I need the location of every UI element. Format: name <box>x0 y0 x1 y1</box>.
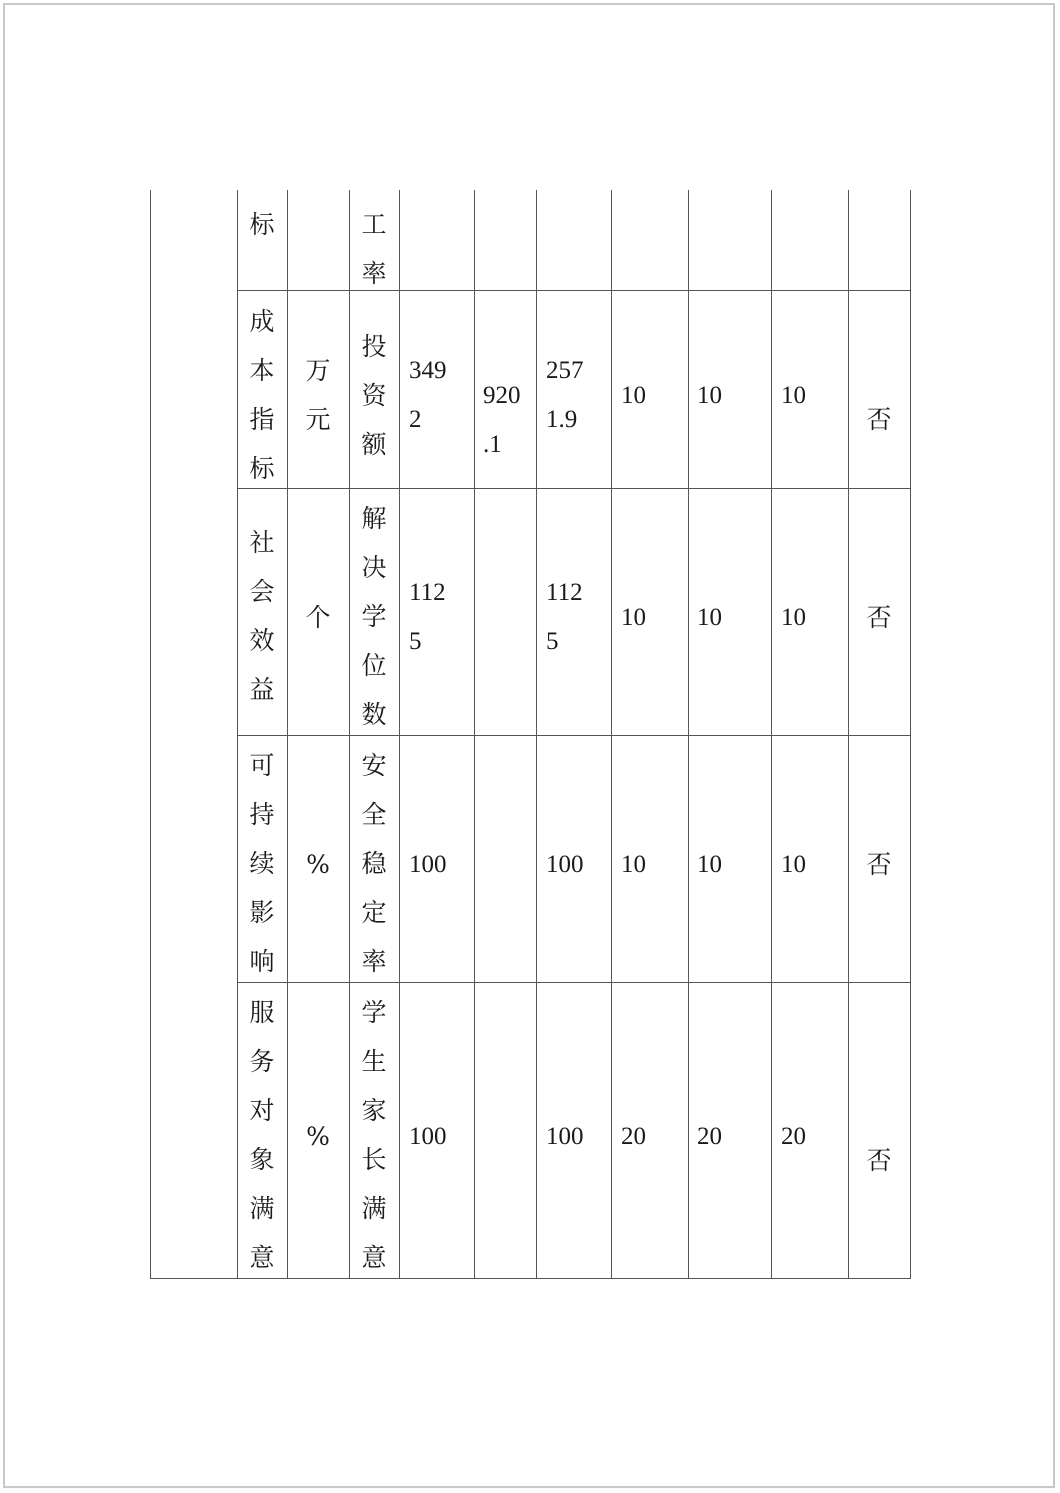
cell-value-c: 100 <box>546 851 584 878</box>
row-divider <box>237 982 911 983</box>
cell-category: 成 本 指 标 <box>249 307 275 483</box>
cell-unit: 万 元 <box>305 356 331 434</box>
cell-category: 标 <box>249 210 275 239</box>
cell-unit: % <box>306 850 330 879</box>
cell-score-a: 10 <box>621 851 646 878</box>
cell-score-b: 10 <box>697 604 722 631</box>
cell-score-b: 10 <box>697 382 722 409</box>
cell-score-a: 20 <box>621 1123 646 1150</box>
cell-value-a: 349 2 <box>409 357 447 433</box>
cell-category: 可 持 续 影 响 <box>249 751 275 976</box>
cell-indicator: 解 决 学 位 数 <box>361 504 387 729</box>
cell-unit: % <box>306 1122 330 1151</box>
cell-score-c: 10 <box>781 604 806 631</box>
row-divider <box>237 488 911 489</box>
cell-score-a: 10 <box>621 382 646 409</box>
cell-score-b: 10 <box>697 851 722 878</box>
cell-score-c: 10 <box>781 851 806 878</box>
cell-flag: 否 <box>866 405 892 434</box>
row-divider <box>237 290 911 291</box>
cell-flag: 否 <box>866 850 892 879</box>
cell-category: 社 会 效 益 <box>249 528 275 704</box>
cell-indicator: 安 全 稳 定 率 <box>361 751 387 976</box>
cell-indicator: 投 资 额 <box>361 332 387 459</box>
cell-category: 服 务 对 象 满 意 <box>249 998 275 1272</box>
cell-value-a: 100 <box>409 851 447 878</box>
document-page <box>3 3 1055 1488</box>
cell-flag: 否 <box>866 1146 892 1175</box>
cell-value-c: 100 <box>546 1123 584 1150</box>
row-divider <box>237 735 911 736</box>
cell-indicator: 工 率 <box>361 210 387 288</box>
table-border-left <box>150 190 151 1279</box>
cell-score-c: 10 <box>781 382 806 409</box>
cell-flag: 否 <box>866 603 892 632</box>
cell-value-c: 112 5 <box>546 579 583 655</box>
cell-score-c: 20 <box>781 1123 806 1150</box>
cell-score-b: 20 <box>697 1123 722 1150</box>
cell-value-a: 112 5 <box>409 579 446 655</box>
cell-score-a: 10 <box>621 604 646 631</box>
cell-unit: 个 <box>305 603 331 632</box>
cell-value-b: 920 .1 <box>483 382 521 458</box>
cell-value-c: 257 1.9 <box>546 357 584 433</box>
cell-value-a: 100 <box>409 1123 447 1150</box>
cell-indicator: 学 生 家 长 满 意 <box>361 998 387 1272</box>
